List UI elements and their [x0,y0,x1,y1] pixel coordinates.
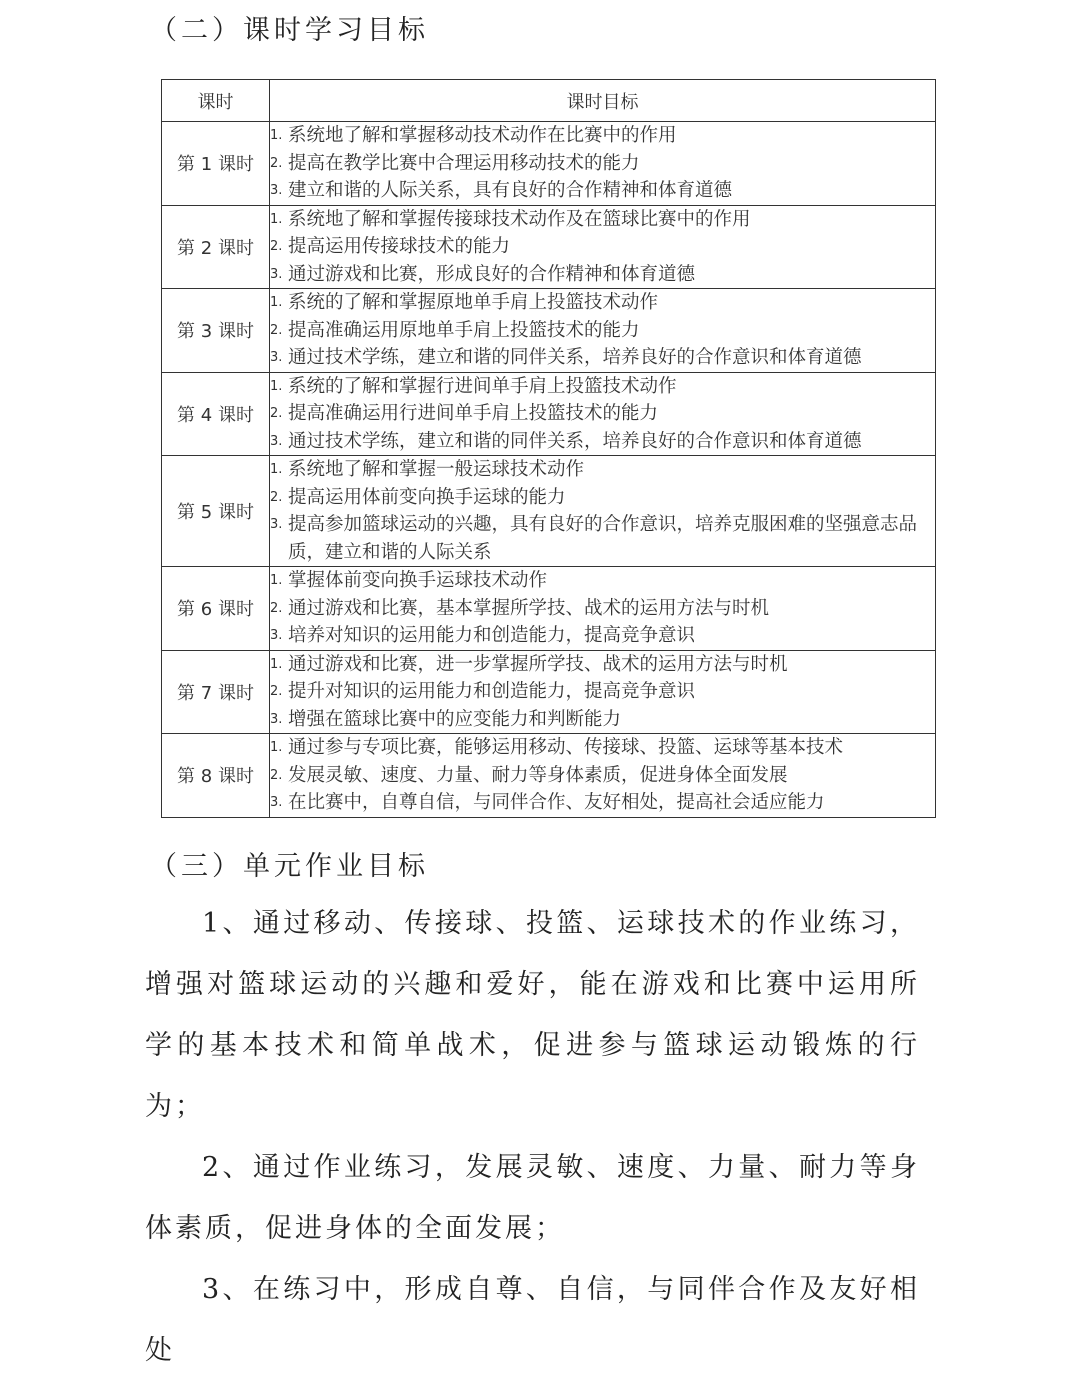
table-row [162,650,936,734]
goal-number: 2. [270,406,283,421]
goal-item [270,567,935,595]
lesson-label: 第 4 课时 [162,372,270,456]
goal-number: 3. [270,433,283,449]
goal-item [270,344,935,372]
goal-number: 1. [270,295,283,310]
goal-text: 在比赛中，自尊自信，与同伴合作、友好相处，提高社会适应能力 [288,792,825,813]
goal-item [270,206,935,234]
table-header-row [162,80,936,122]
goal-text: 掌握体前变向换手运球技术动作 [288,570,548,591]
goal-text: 提升对知识的运用能力和创造能力，提高竞争意识 [288,681,696,702]
goal-text: 提高准确运用行进间单手肩上投篮技术的能力 [288,403,659,424]
lesson-label: 第 6 课时 [162,567,270,651]
section-title-unit-homework-goals: （三）单元作业目标 [150,851,429,882]
goal-number: 1. [270,656,283,672]
goal-text: 提高在教学比赛中合理运用移动技术的能力 [288,152,640,174]
section-title-lesson-goals: （二）课时学习目标 [150,15,429,46]
table-row [162,456,936,567]
goal-text: 系统的了解和掌握原地单手肩上投篮技术动作 [288,292,659,313]
goal-item [270,762,935,790]
goal-item [270,622,935,650]
goal-number: 2. [270,155,283,171]
table-row [162,372,936,456]
lesson-goals-cell [270,205,936,289]
goal-text: 发展灵敏、速度、力量、耐力等身体素质，促进身体全面发展 [288,764,788,786]
goal-text: 系统的了解和掌握行进间单手肩上投篮技术动作 [288,375,677,397]
goal-item [270,122,935,150]
header-goals: 课时目标 [270,80,936,122]
homework-goals-body [145,893,920,1381]
goal-item [270,233,935,261]
goal-number: 1. [270,128,283,143]
lesson-goals-cell [270,372,936,456]
goal-number: 3. [270,517,283,532]
table-row [162,567,936,651]
goal-item [270,789,935,817]
goal-number: 3. [270,628,283,643]
goal-number: 3. [270,795,283,810]
paragraph: 3、在练习中，形成自尊、自信，与同伴合作及友好相处 [145,1274,920,1366]
goal-text: 通过技术学练，建立和谐的同伴关系，培养良好的合作意识和体育道德 [288,347,862,368]
goal-text: 系统地了解和掌握移动技术动作在比赛中的作用 [288,125,677,146]
goal-item [270,177,935,205]
goal-text: 通过游戏和比赛，形成良好的合作精神和体育道德 [288,263,696,285]
goal-number: 2. [270,322,283,338]
lesson-label: 第 3 课时 [162,289,270,373]
goal-text: 提高参加篮球运动的兴趣，具有良好的合作意识，培养克服困难的坚强意志品质，建立和谐的人际关系 [288,514,918,563]
goal-number: 1. [270,378,283,394]
lesson-goals-cell [270,456,936,567]
goal-text: 通过游戏和比赛，基本掌握所学技、战术的运用方法与时机 [288,597,770,619]
goal-item [270,651,935,679]
goal-item [270,400,935,428]
goal-number: 3. [270,266,283,282]
goal-text: 提高准确运用原地单手肩上投篮技术的能力 [288,319,640,341]
lesson-goals-table [161,79,936,818]
table-row [162,734,936,818]
goal-item [270,511,935,566]
goal-item [270,734,935,762]
lesson-goals-cell [270,122,936,206]
lesson-label: 第 1 课时 [162,122,270,206]
lesson-label: 第 8 课时 [162,734,270,818]
goal-text: 增强在篮球比赛中的应变能力和判断能力 [288,708,622,730]
goal-item [270,428,935,456]
goal-number: 2. [270,489,283,505]
goal-item [270,317,935,345]
table-row [162,205,936,289]
goal-item [270,706,935,734]
goal-number: 2. [270,684,283,699]
table-row [162,289,936,373]
goal-item [270,373,935,401]
goal-text: 通过技术学练，建立和谐的同伴关系，培养良好的合作意识和体育道德 [288,430,862,452]
paragraph: 1、通过移动、传接球、投篮、运球技术的作业练习，增强对篮球运动的兴趣和爱好，能在游戏和比赛中运用所学的基本技术和简单战术，促进参与篮球运动锻炼的行为； [145,908,920,1122]
goal-item [270,456,935,484]
goal-number: 1. [270,211,283,227]
lesson-goals-cell [270,289,936,373]
goal-text: 通过游戏和比赛，进一步掌握所学技、战术的运用方法与时机 [288,653,788,675]
goal-text: 提高运用传接球技术的能力 [288,236,511,257]
goal-number: 1. [270,462,283,477]
header-lesson: 课时 [162,80,270,122]
goal-number: 2. [270,767,283,783]
goal-text: 提高运用体前变向换手运球的能力 [288,486,566,508]
goal-number: 3. [270,183,283,198]
goal-item [270,595,935,623]
goal-number: 1. [270,740,283,755]
lesson-label: 第 7 课时 [162,650,270,734]
goal-item [270,484,935,512]
goal-text: 培养对知识的运用能力和创造能力，提高竞争意识 [288,625,696,646]
goal-item [270,289,935,317]
lesson-goals-cell [270,567,936,651]
goal-number: 3. [270,711,283,727]
goal-text: 系统地了解和掌握传接球技术动作及在篮球比赛中的作用 [288,208,751,230]
goal-item [270,150,935,178]
paragraph: 2、通过作业练习，发展灵敏、速度、力量、耐力等身体素质，促进身体的全面发展； [145,1152,920,1244]
goal-text: 建立和谐的人际关系，具有良好的合作精神和体育道德 [288,180,733,201]
goal-number: 2. [270,600,283,616]
lesson-label: 第 5 课时 [162,456,270,567]
goal-number: 3. [270,350,283,365]
lesson-label: 第 2 课时 [162,205,270,289]
table-row [162,122,936,206]
lesson-goals-cell [270,734,936,818]
goal-text: 通过参与专项比赛，能够运用移动、传接球、投篮、运球等基本技术 [288,737,844,758]
goal-text: 系统地了解和掌握一般运球技术动作 [288,459,585,480]
goal-number: 1. [270,573,283,588]
goal-item [270,678,935,706]
goal-number: 2. [270,239,283,254]
goal-item [270,261,935,289]
lesson-goals-cell [270,650,936,734]
